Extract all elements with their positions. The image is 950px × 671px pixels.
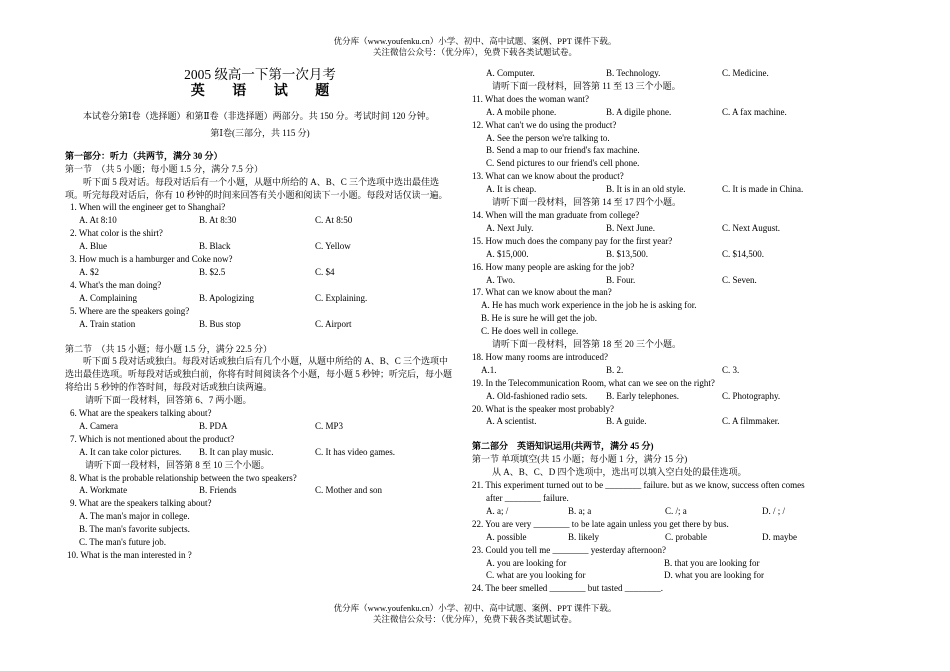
option: C. probable <box>665 531 707 542</box>
volume-heading: 第Ⅰ卷(三部分，共 115 分) <box>210 127 310 138</box>
section1-heading: 第一节 （共 5 小题；每小题 1.5 分，满分 7.5 分） <box>65 163 264 174</box>
option: D. / ; / <box>762 505 786 516</box>
page-footer <box>0 603 950 625</box>
question-14: 14. When will the man graduate from college? <box>472 209 640 220</box>
option: B. Send a map to our friend's fax machine. <box>486 145 640 156</box>
question-8: 8. What is the probable relationship between the two speakers? <box>70 472 297 483</box>
option: A. Blue <box>79 241 107 252</box>
option: C. Medicine. <box>722 68 769 78</box>
question-6: 6. What are the speakers talking about? <box>70 408 212 419</box>
option: A. $2 <box>79 266 99 277</box>
left-column <box>65 67 455 562</box>
exam-subject: 英 语 试 题 <box>190 84 342 99</box>
option: A. possible <box>486 531 527 542</box>
header-line-1: 优分库（www.youfenku.cn）小学、初中、高中试题、案例、PPT 课件下载。 <box>333 36 617 46</box>
question-19: 19. In the Telecommunication Room, what can we see on the right? <box>472 377 715 388</box>
option: A. you are looking for <box>486 557 567 568</box>
part2-section1-heading: 第一节 单项填空(共 15 小题；每小题 1 分，满分 15 分) <box>472 454 688 465</box>
option: B. a; a <box>568 505 592 516</box>
question-5: 5. Where are the speakers going? <box>70 305 190 316</box>
option: B. $2.5 <box>199 266 226 277</box>
option: B. Apologizing <box>199 292 255 303</box>
part2-heading: 第二部分 英语知识运用(共两节，满分 45 分) <box>472 441 654 452</box>
question-7: 7. Which is not mentioned about the product? <box>70 433 235 444</box>
question-16-options <box>472 274 872 287</box>
question-13-options <box>472 183 872 196</box>
option: C. Next August. <box>722 222 781 233</box>
option: B. Early telephones. <box>606 390 679 401</box>
exam-title: 2005 级高一下第一次月考 <box>184 67 336 82</box>
instruction-11-13: 请听下面一段材料，回答第 11 至 13 三个小题。 <box>492 80 681 91</box>
question-18-options <box>472 364 872 377</box>
option: A. Two. <box>486 274 515 285</box>
question-2: 2. What color is the shirt? <box>70 228 163 239</box>
option: C. Explaining. <box>315 292 368 303</box>
option: A. a; / <box>486 505 509 516</box>
option: A. At 8:10 <box>79 215 117 226</box>
option: C. Send pictures to our friend's cell phone. <box>486 158 640 169</box>
page-header <box>0 36 950 58</box>
option: A. It can take color pictures. <box>79 446 182 457</box>
option: A. Old-fashioned radio sets. <box>486 390 588 401</box>
option: A. Complaining <box>79 292 137 303</box>
option: C. A fax machine. <box>722 106 787 117</box>
option: D. what you are looking for <box>664 570 764 581</box>
option: B. Four. <box>606 274 636 285</box>
option: A. A scientist. <box>486 416 537 427</box>
question-10: 10. What is the man interested in ? <box>67 550 192 560</box>
question-18: 18. How many rooms are introduced? <box>472 351 608 362</box>
exam-intro: 本试卷分第Ⅰ卷（选择题）和第Ⅱ卷（非选择题）两部分。共 150 分。考试时间 120 分钟。 <box>83 111 435 121</box>
question-3-options <box>65 266 455 279</box>
header-line-2: 关注微信公众号：（优分库），免费下载各类试题试卷。 <box>372 47 577 57</box>
option: C. what are you looking for <box>486 570 586 581</box>
question-20-options <box>472 415 872 428</box>
option: A. See the person we're talking to. <box>486 132 610 143</box>
section1-instructions: 听下面 5 段对话。每段对话后有一个小题，从题中所给的 A、B、C 三个选项中选出最佳选项。听完每段对话后，你有 10 秒钟的时间来回答有关小题和阅读下一小题。每段对话仅读一遍。 <box>65 176 448 200</box>
question-21-options <box>472 505 872 518</box>
question-15-options <box>472 248 872 261</box>
question-8-options <box>65 484 455 497</box>
right-column <box>472 67 872 595</box>
instruction-14-17: 请听下面一段材料，回答第 14 至 17 四个小题。 <box>492 197 682 208</box>
option: C. 3. <box>722 364 740 375</box>
question-21: 21. This experiment turned out to be ________ failure. but as we know, success often comes <box>472 480 805 491</box>
option: B. $13,500. <box>606 248 649 259</box>
option: B. It is in an old style. <box>606 184 686 195</box>
option: B. Technology. <box>606 68 661 78</box>
option: D. maybe <box>762 531 797 542</box>
instruction-18-20: 请听下面一段材料，回答第 18 至 20 三个小题。 <box>492 339 682 350</box>
question-15: 15. How much does the company pay for the first year? <box>472 235 673 246</box>
option: C. Photography. <box>722 390 781 401</box>
option: C. Yellow <box>315 241 351 252</box>
option: C. $4 <box>315 266 335 277</box>
instruction-6-7: 请听下面一段材料，回答第 6、7 两小题。 <box>85 395 252 406</box>
option: A. Train station <box>79 318 136 329</box>
option: A. Workmate <box>79 485 128 496</box>
question-17: 17. What can we know about the man? <box>472 287 612 298</box>
option: B. It can play music. <box>199 446 274 457</box>
option: B. PDA <box>199 420 228 431</box>
question-21-cont: after ________ failure. <box>486 493 569 503</box>
question-4: 4. What's the man doing? <box>70 279 162 290</box>
question-22-options <box>472 531 872 544</box>
question-10-options <box>472 67 872 80</box>
option: C. Airport <box>315 318 352 329</box>
option: A. He has much work experience in the job he is asking for. <box>481 300 697 311</box>
option: C. The man's future job. <box>79 537 166 548</box>
option: A. Next July. <box>486 222 534 233</box>
option: C. Mother and son <box>315 485 382 496</box>
question-9: 9. What are the speakers talking about? <box>70 498 212 509</box>
question-16: 16. How many people are asking for the job? <box>472 261 635 272</box>
footer-line-1: 优分库（www.youfenku.cn）小学、初中、高中试题、案例、PPT 课件下载。 <box>333 603 617 613</box>
question-12: 12. What can't we do using the product? <box>472 119 617 130</box>
question-24: 24. The beer smelled ________ but tasted ________. <box>472 583 664 594</box>
option: B. A digile phone. <box>606 106 672 117</box>
section2-instructions: 听下面 5 段对话或独白。每段对话或独白后有几个小题，从题中所给的 A、B、C 三个选项中选出最佳选项。听每段对话或独白前，你将有时间阅读各个小题，每小题 5 秒钟；听完后，每小题将给出 5 秒钟的作答时间，每段对话或独白读两遍。 <box>65 356 453 393</box>
question-14-options <box>472 222 872 235</box>
question-23-options-row1 <box>472 557 872 570</box>
question-20: 20. What is the speaker most probably? <box>472 403 615 414</box>
option: B. Bus stop <box>199 318 241 329</box>
instruction-8-10: 请听下面一段材料，回答第 8 至 10 三个小题。 <box>85 459 270 470</box>
option: B. Black <box>199 241 231 252</box>
option: C. At 8:50 <box>315 215 353 226</box>
option: A. It is cheap. <box>486 184 537 195</box>
option: C. It has video games. <box>315 446 395 457</box>
option: B. likely <box>568 531 599 542</box>
question-11-options <box>472 106 872 119</box>
option: C. He does well in college. <box>481 326 579 337</box>
question-13: 13. What can we know about the product? <box>472 171 624 182</box>
option: B. A guide. <box>606 416 647 427</box>
question-1-options <box>65 214 455 227</box>
question-22: 22. You are very ________ to be late again unless you get there by bus. <box>472 518 729 529</box>
option: A. A mobile phone. <box>486 106 557 117</box>
footer-line-2: 关注微信公众号：（优分库），免费下载各类试题试卷。 <box>372 614 577 624</box>
question-5-options <box>65 318 455 331</box>
question-19-options <box>472 390 872 403</box>
option: A. Computer. <box>486 68 535 78</box>
option: B. At 8:30 <box>199 215 237 226</box>
option: B. Next June. <box>606 222 655 233</box>
option: C. A filmmaker. <box>722 416 780 427</box>
option: B. Friends <box>199 485 237 496</box>
option: C. $14,500. <box>722 248 765 259</box>
option: C. It is made in China. <box>722 184 804 195</box>
question-2-options <box>65 240 455 253</box>
option: C. Seven. <box>722 274 757 285</box>
question-3: 3. How much is a hamburger and Coke now? <box>70 254 233 265</box>
section2-heading: 第二节 （共 15 小题；每小题 1.5 分，满分 22.5 分） <box>65 343 273 354</box>
option: B. The man's favorite subjects. <box>79 524 190 535</box>
option: B. He is sure he will get the job. <box>481 313 597 324</box>
question-11: 11. What does the woman want? <box>472 93 589 104</box>
option: B. 2. <box>606 364 624 375</box>
question-23-options-row2 <box>472 569 872 582</box>
option: A. The man's major in college. <box>79 511 190 522</box>
question-1: 1. When will the engineer get to Shanghai? <box>70 202 226 213</box>
option: C. /; a <box>665 505 687 516</box>
question-6-options <box>65 420 455 433</box>
question-4-options <box>65 292 455 305</box>
option: A. Camera <box>79 420 118 431</box>
part1-heading: 第一部分：听力（共两节，满分 30 分） <box>65 150 223 161</box>
option: B. that you are looking for <box>664 557 760 568</box>
option: A. $15,000. <box>486 248 529 259</box>
part2-instructions: 从 A、B、C、D 四个选项中，选出可以填入空白处的最佳选项。 <box>492 467 747 478</box>
question-23: 23. Could you tell me ________ yesterday afternoon? <box>472 544 666 555</box>
option: C. MP3 <box>315 420 344 431</box>
option: A.1. <box>481 364 497 375</box>
question-7-options <box>65 446 455 459</box>
